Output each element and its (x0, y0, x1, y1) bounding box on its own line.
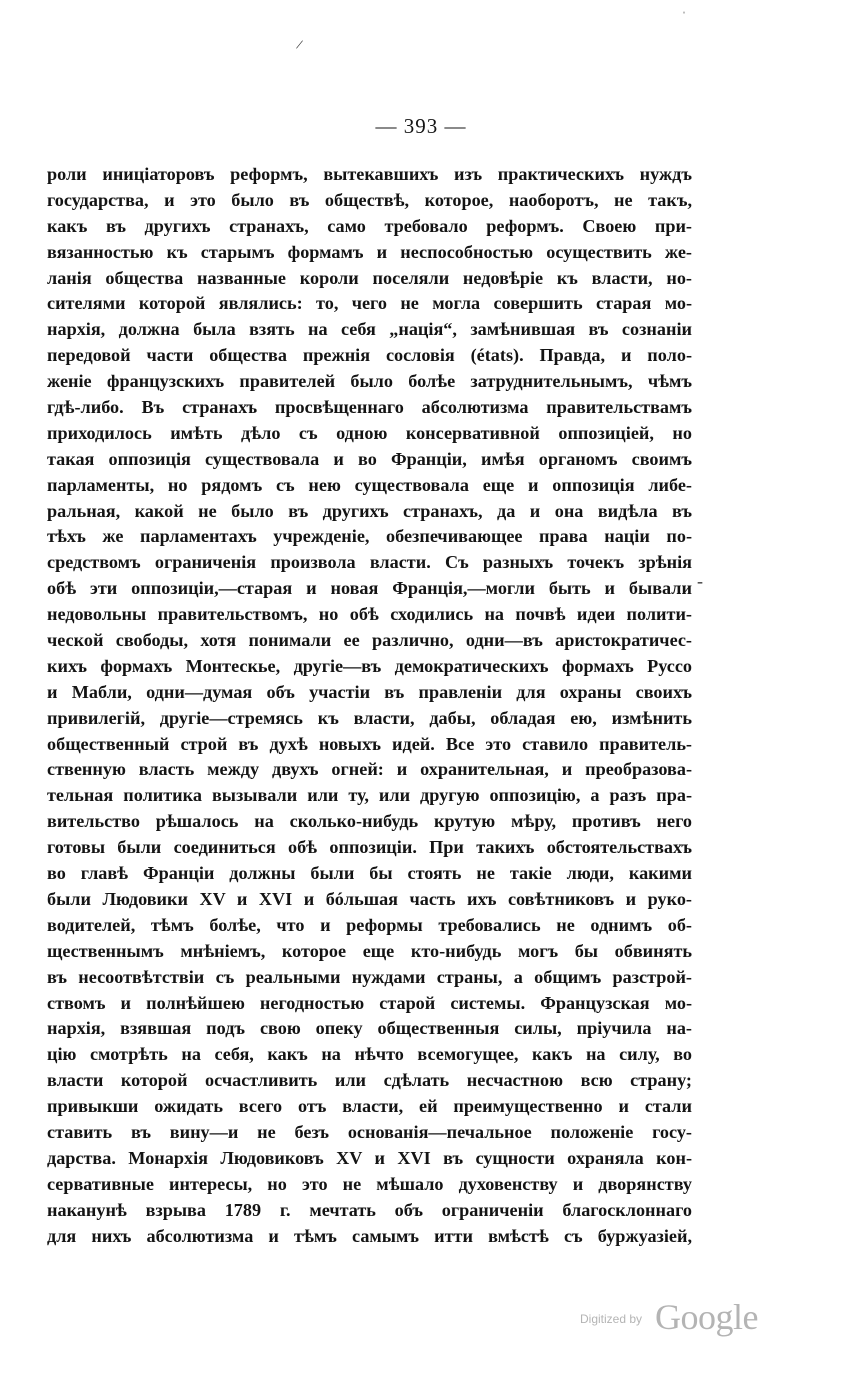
text-line: готовы были соединиться обѣ оппозиціи. При такихъ обстоятельствахъ (47, 837, 692, 858)
text-line: цію смотрѣть на себя, какъ на нѣчто всемогущее, какъ на силу, во (47, 1044, 692, 1065)
text-line: женіе французскихъ правителей было болѣе затруднительнымъ, чѣмъ (47, 371, 692, 392)
text-line: ческой свободы, хотя понимали ее различно, одни—въ аристократичес- (47, 630, 692, 651)
text-line: ственную власть между двухъ огней: и охранительная, и преобразова- (47, 759, 692, 780)
text-line: обѣ эти оппозиціи,—старая и новая Франція,—могли быть и бывали (47, 578, 692, 599)
text-line: средствомъ ограниченія произвола власти. Съ разныхъ точекъ зрѣнія (47, 552, 692, 573)
text-line: ральная, какой не было въ другихъ странахъ, да и она видѣла въ (47, 500, 692, 521)
text-line: такая оппозиція существовала и во Франціи, имѣя органомъ своимъ (47, 448, 692, 469)
text-line: были Людовики XV и XVI и бóльшая часть ихъ совѣтниковъ и руко- (47, 888, 692, 909)
text-line: нархія, должна была взять на себя „нація“, замѣнившая въ сознаніи (47, 319, 692, 340)
page-number: — 393 — (375, 114, 467, 138)
text-line: водителей, тѣмъ болѣе, что и реформы требовались не однимъ об- (47, 914, 692, 935)
body-text (47, 162, 692, 1249)
text-line: привилегій, другіе—стремясь къ власти, дабы, обладая ею, измѣнить (47, 707, 692, 728)
text-line: власти которой осчастливить или сдѣлать несчастною всю страну; (47, 1070, 692, 1091)
text-line: для нихъ абсолютизма и тѣмъ самымъ итти вмѣстѣ съ буржуазіей, (47, 1225, 692, 1246)
text-line: сителями которой являлись: то, чего не могла совершить старая мо- (47, 293, 692, 314)
text-line: во главѣ Франціи должны были бы стоять не такіе люди, какими (47, 863, 692, 884)
text-line: въ несоотвѣтствіи съ реальными нуждами страны, а общимъ разстрой- (47, 966, 692, 987)
text-line: привыкши ожидать всего отъ власти, ей преимущественно и стали (47, 1096, 692, 1117)
text-line: тѣхъ же парламентахъ учрежденіе, обезпечивающее права націи по- (47, 526, 692, 547)
text-line: и Мабли, одни—думая объ участіи въ правленіи для охраны своихъ (47, 681, 692, 702)
text-line: ставить въ вину—и не безъ основанія—печальное положеніе госу- (47, 1121, 692, 1142)
text-line: ланія общества названные короли поселяли недовѣріе къ власти, но- (47, 267, 692, 288)
text-line: вязанностью къ старымъ формамъ и неспособностью осуществить же- (47, 241, 692, 262)
text-line: нархія, взявшая подъ свою опеку общественныя силы, пріучила на- (47, 1018, 692, 1039)
text-line: парламенты, но рядомъ съ нею существовала еще и оппозиція либе- (47, 474, 692, 495)
text-line: общественный строй въ духѣ новыхъ идей. Все это ставило правитель- (47, 733, 692, 754)
text-line: щественнымъ мнѣніемъ, которое еще кто-нибудь могъ бы обвинять (47, 940, 692, 961)
text-line: роли иниціаторовъ реформъ, вытекавшихъ изъ практическихъ нуждъ (47, 164, 692, 184)
google-logo: Google (655, 1297, 758, 1337)
text-line: государства, и это было въ обществѣ, которое, наоборотъ, не такъ, (47, 189, 692, 210)
margin-mark: / (294, 37, 304, 54)
text-line: дарства. Монархія Людовиковъ XV и XVI въ сущности охраняла кон- (47, 1147, 692, 1168)
text-line: ствомъ и полнѣйшею негодностью старой системы. Французская мо- (47, 992, 692, 1013)
text-line: приходилось имѣть дѣло съ одною консервативной оппозиціей, но (47, 422, 692, 443)
text-line: тельная политика вызывали или ту, или другую оппозицію, а разъ пра- (47, 785, 692, 806)
text-line: вительство рѣшалось на сколько-нибудь крутую мѣру, противъ него (47, 811, 692, 832)
watermark-digitized-label: Digitized by (580, 1312, 643, 1326)
text-line: кихъ формахъ Монтескье, другіе—въ демократическихъ формахъ Руссо (47, 655, 692, 676)
text-line: сервативные интересы, но это не мѣшало духовенству и дворянству (47, 1173, 692, 1194)
margin-mark: ˌ (682, 0, 686, 14)
text-line: недовольны правительствомъ, но обѣ сходились на почвѣ идеи полити- (47, 604, 692, 625)
text-line: наканунѣ взрыва 1789 г. мечтать объ ограниченіи благосклоннаго (47, 1199, 692, 1220)
margin-mark: - (697, 571, 703, 591)
text-line: какъ въ другихъ странахъ, само требовало реформъ. Своею при- (47, 215, 692, 236)
text-line: гдѣ-либо. Въ странахъ просвѣщеннаго абсолютизма правительствамъ (47, 397, 692, 418)
digitized-by-google-watermark (580, 1296, 770, 1336)
text-line: передовой части общества прежнія сословія (états). Правда, и поло- (47, 345, 692, 366)
